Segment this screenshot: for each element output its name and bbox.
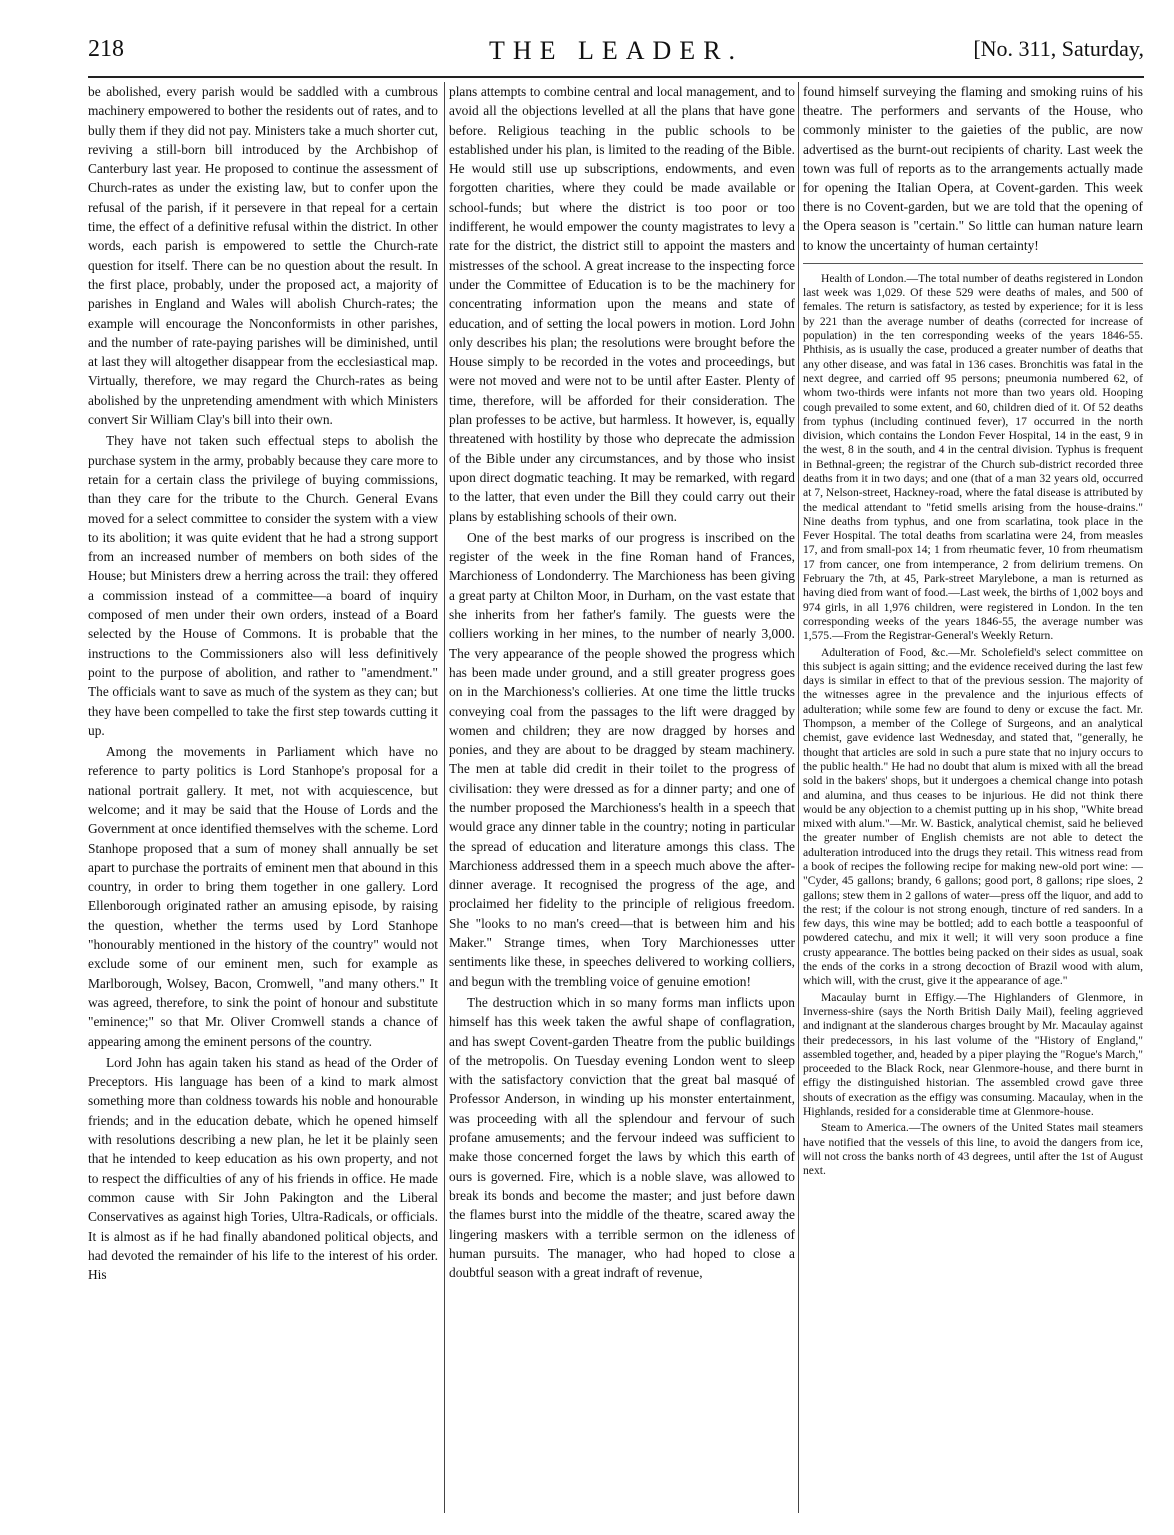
- paragraph: plans attempts to combine central and local management, and to avoid all the objections levelled at all the plans that have gone before. Religious teaching in the public schools to be established under his plan, is limited to the reading of the Bible. He would still use up subscriptions, endowments, and even forgotten charities, where they could be made available or school-funds; but where the district is too poor or too indifferent, he would empower the county magistrates to levy a rate for the district, the district still to appoint the masters and mistresses of the school. A great increase to the inspecting force under the Committee of Education is to be the machinery for concentrating information upon the means and state of education, and of setting the local powers in motion. Lord John only describes his plan; the resolutions were brought before the House simply to be recorded in the votes and proceedings, but were not moved and were not to be until after Easter. Plenty of time, therefore, will be afforded for their consideration. The plan professes to be active, but harmless. It however, is, equally threatened with hostility by those who deprecate the admission of the Bible under any circumstances, and by those who insist upon direct dogmatic teaching. It may be remarked, with regard to the latter, that even under the Bill they could carry out their plans by establishing schools of their own.: [449, 84, 795, 524]
- column-divider: [798, 82, 799, 1513]
- news-item-health-of-london: Health of London.—The total number of deaths registered in London last week was 1,029. Of these 529 were deaths of males, and 500 of females. The return is satisfactory, as tested by experience; for it is less by 221 than the average number of deaths (corrected for increase of population) in the ten corresponding weeks of the years 1846-55. Phthisis, as is usually the case, produced a greater number of deaths that any other disease, and was fatal in 136 cases. Bronchitis was fatal in the next degree, and carried off 95 persons; pneumonia numbered 62, of whom two-thirds were infants not more than two years old. Hooping cough prevailed to some extent, and 60, children died of it. Of 52 deaths from typhus (including continued fever), 17 occurred in the north division, which contains the London Fever Hospital, 14 in the east, 9 in the west, 8 in the south, and 4 in the central division. Typhus is frequent in Bethnal-green; the registrar of the Church sub-district recorded three deaths from it in two days; and one (that of a man 32 years old, occurred at 7, Nelson-street, Hackney-road, where the fatal disease is attributed by the medical attendant to "fetid smells arising from the house-drains." Nine deaths from typhus, and one from scarlatina, took place in the Fever Hospital. The total deaths from scarlatina were 24, from measles 17, and from small-pox 14; 1 from rheumatic fever, 10 from rheumatism 17 from cancer, one from intemperance, 2 from delirium tremens. On February the 7th, at 45, Park-street Marylebone, a man is returned as having died from want of food.—Last week, the births of 1,002 boys and 974 girls, in all 1,976 children, were registered in London. In the ten corresponding weeks of the years 1846-55, the average number was 1,575.—From the Registrar-General's Weekly Return.: [803, 271, 1143, 643]
- paragraph: found himself surveying the flaming and smoking ruins of his theatre. The performers and servants of the House, who commonly minister to the gaieties of the public, are now advertised as the burnt-out recipients of charity. Last week the town was full of reports as to the arrangements actually made for opening the Italian Opera, at Covent-garden. This week there is no Covent-garden, but we are told that the opening of the Opera season is "certain." So little can human nature learn to know the uncertainty of human certainty!: [803, 84, 1143, 253]
- masthead: [88, 18, 1144, 68]
- page-number: 218: [88, 36, 124, 62]
- paragraph: Among the movements in Parliament which have no reference to party politics is Lord Stanhope's proposal for a national portrait gallery. It met, not with acquiescence, but welcome; and it may be said that the House of Lords and the Government at once identified themselves with the scheme. Lord Stanhope proposed that a sum of money shall annually be set apart to purchase the portraits of eminent men that abound in this country, in order to bring them together in one gallery. Lord Ellenborough originated rather an amusing episode, by raising the question, whether the terms used by Lord Stanhope "honourably mentioned in the history of the country" would not exclude some of our eminent men, such for example as Marlborough, Wolsey, Bacon, Cromwell, "and many others." It was agreed, therefore, to sink the point of honour and substitute "eminence;" so that Mr. Oliver Cromwell stands a chance of appearing among the eminent persons of the country.: [88, 744, 438, 1049]
- column-3-continuation: [803, 82, 1143, 255]
- news-item-steam-to-america: Steam to America.—The owners of the United States mail steamers have notified that the vessels of this line, to avoid the dangers from ice, will not cross the banks north of 43 degrees, until after the 1st of August next.: [803, 1121, 1143, 1178]
- paragraph: One of the best marks of our progress is inscribed on the register of the week in the fine Roman hand of Frances, Marchioness of Londonderry. The Marchioness has been giving a great party at Chilton Moor, in Durham, on the vast estate that she inherits from her father's family. The guests were the colliers working in her mines, to the number of nearly 3,000. The very appearance of the people showed the progress which has been made under ground, and a still greater progress goes on in the Marchioness's collieries. At one time the little trucks conveying coal from the passages to the lift were dragged by women and children; they are now dragged by horses and ponies, and they are about to be dragged by steam machinery. The men at table did credit in their toilet to the progress of civilisation: they were dressed as for a dinner party; and one of the number proposed the Marchioness's health in a speech that would grace any dinner table in the country; noting in particular the spread of education and literature amongs this class. The Marchioness addressed them in a speech much above the after-dinner average. It recognised the progress of the age, and proclaimed her fidelity to the principle of religious freedom. She "looks to no man's creed—that is between him and his Maker." Strange times, when Tory Marchionesses utter sentiments like these, in speeches delivered to working colliers, and begun with the trembling voice of genuine emotion!: [449, 529, 795, 989]
- news-item-adulteration: Adulteration of Food, &c.—Mr. Scholefield's select committee on this subject is again sitting; and the evidence received during the last few days is similar in effect to that of the previous session. The majority of the witnesses agree in the prevalence and the injurious effects of adulteration; while some few are found to deny or excuse the fact. Mr. Thompson, a member of the College of Surgeons, and an analytical chemist, gave evidence last Wednesday, and stated that, "generally, he thought that articles are sold in such a pure state that no injury occurs to the public health." He had no doubt that alum is mixed with all the bread sold in the bakers' shops, but it undergoes a chemical change into potash and alumina, and thus ceases to be injurious. He did not think there would be any objection to a chemist putting up in his shop, "White bread mixed with alum."—Mr. W. Bastick, analytical chemist, said he believed the greater number of English chemists are not able to detect the adulteration introduced into the drugs they retail. This witness read from a book of recipes the following recipe for making new-old port wine: — "Cyder, 45 gallons; brandy, 6 gallons; good port, 8 gallons; ripe sloes, 2 gallons; stew them in 2 gallons of water—press off the liquor, and add to the rest; if the colour is not strong enough, tincture of red sanders. In a few days, this wine may be bottled; add to each bottle a teaspoonful of powdered catechu, and mix it well; it will very soon produce a fine crusty appearance. The bottles being packed on their sides as usual, soak the ends of the corks in a strong decoction of Brazil wood with alum, which will, with the crust, give it the appearance of age.": [803, 645, 1143, 988]
- issue-info: [No. 311, Saturday,: [973, 36, 1144, 61]
- column-3: [803, 82, 1143, 1513]
- paragraph: Lord John has again taken his stand as head of the Order of Preceptors. His language has been of a kind to mark almost something more than coldness towards his noble and honourable friends; and in the education debate, which he opened himself with resolutions describing a new plan, he let it be plainly seen that he intended to keep education as his own property, and not to respect the difficulties of any of his friends in office. He made common cause with Sir John Pakington and the Liberal Conservatives as against high Tories, Ultra-Radicals, or officials. It is almost as if he had finally abandoned political objects, and had devoted the remainder of his life to the interest of his order. His: [88, 1054, 438, 1283]
- paragraph: The destruction which in so many forms man inflicts upon himself has this week taken the awful shape of conflagration, and has swept Covent-garden Theatre from the public buildings of the metropolis. On Tuesday evening London went to sleep with the satisfactory conviction that the great bal masqué of Professor Anderson, in winding up his monster entertainment, was proceeding with all the splendour and fervour of such profane amusements; and the fervour indeed was sufficient to make those concerned forget the laws by which this earth of ours is governed. Fire, which is a noble slave, was allowed to break its bonds and become the master; and just before dawn the flames burst into the middle of the theatre, scared away the lingering maskers with a terrible sermon on the idleness of human pursuits. The manager, who had hoped to close a doubtful season with a great indraft of revenue,: [449, 994, 795, 1281]
- column-1: [88, 82, 438, 1513]
- news-items: [803, 272, 1143, 1179]
- paragraph: They have not taken such effectual steps to abolish the purchase system in the army, probably because they care more to retain for a certain class the privilege of buying commissions, than they care for the tribute to the Church. General Evans moved for a select committee to consider the system with a view to its abolition; it was quite evident that he had a strong support from an increased number of members on both sides of the House; but Ministers drew a herring across the trail: they offered a commission instead of a committee—a board of inquiry composed of men under their own orders, instead of a Board selected by the House of Commons. It is probable that the instructions to the Commissioners also will less definitively point to the purpose of abolition, and rather to "amendment." The officials want to save as much of the system as they can; but they have been compelled to take the first step towards cutting it up.: [88, 433, 438, 738]
- news-item-macaulay: Macaulay burnt in Effigy.—The Highlanders of Glenmore, in Inverness-shire (says the North British Daily Mail), feeling aggrieved and indignant at the slanderous charges brought by Mr. Macaulay against their predecessors, in his last volume of the "History of England," assembled together, and, headed by a piper playing the "Rogue's March," proceeded to the Black Rock, near Glenmore-house, and there burnt in effigy the distinguished historian. The assembled crowd gave three shouts of execration as the effigy was consuming. Macaulay, when in the Highlands, resided for a considerable time at Glenmore-house.: [803, 990, 1143, 1119]
- header-rule: [88, 76, 1144, 78]
- column-2: [449, 82, 795, 1513]
- newspaper-title: THE LEADER.: [488, 36, 744, 65]
- paragraph: be abolished, every parish would be saddled with a cumbrous machinery empowered to bother the residents out of rates, and to bully them if they did not pay. Ministers take a much shorter cut, reviving a still-born bill introduced by the Archbishop of Canterbury last year. He proposed to continue the assessment of Church-rates as under the existing law, but to confer upon the refusal of the parish, if it persevere in that repeal for a certain time, the effect of a definitive refusal within the district. In other words, each parish is empowered to settle the Church-rate question for itself. There can be no question about the result. In the first place, probably, under the proposed act, a majority of parishes in England and Wales will abolish Church-rates; the example will encourage the Nonconformists in other parishes, and the number of rate-paying parishes will be diminished, until at last they will altogether disappear from the ecclesiastical map. Virtually, therefore, we may regard the Church-rates as being abolished by the unpretending amendment with which Ministers convert Sir William Clay's bill into their own.: [88, 84, 438, 428]
- section-rule: [803, 263, 1143, 264]
- column-divider: [444, 82, 445, 1513]
